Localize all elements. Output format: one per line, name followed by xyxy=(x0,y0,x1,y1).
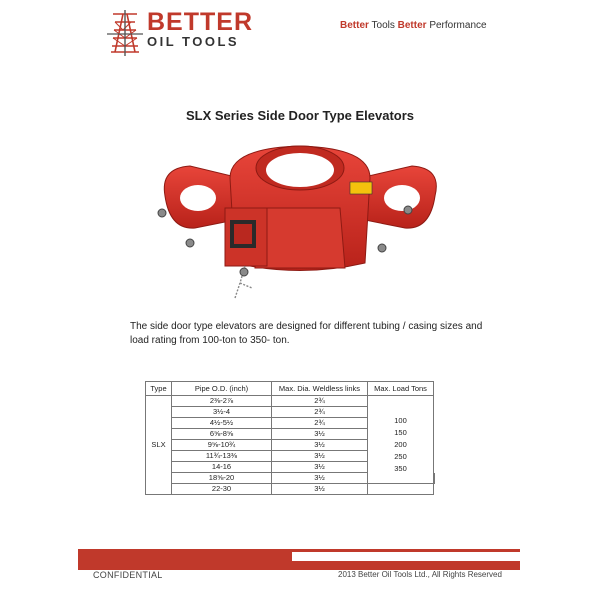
pipe-od-cell: 14-16 xyxy=(172,462,272,473)
load-value: 250 xyxy=(394,451,407,461)
link-cell: 3½ xyxy=(272,440,368,451)
tagline-word-1: Better xyxy=(340,20,369,31)
link-cell: 3½ xyxy=(272,484,368,495)
table-row xyxy=(146,396,435,407)
link-cell: 2¾ xyxy=(272,407,368,418)
load-cell-empty xyxy=(368,396,434,407)
brand-name: BETTER xyxy=(147,8,253,36)
link-cell: 3½ xyxy=(272,429,368,440)
pipe-od-cell: 6⅝-8⅝ xyxy=(172,429,272,440)
link-cell: 2¾ xyxy=(272,418,368,429)
pipe-od-cell: 11¾-13⅜ xyxy=(172,451,272,462)
table-row xyxy=(146,407,435,418)
tagline xyxy=(340,20,487,31)
load-cell-empty xyxy=(434,473,435,484)
derrick-icon xyxy=(107,10,143,56)
link-cell: 3½ xyxy=(272,462,368,473)
product-image-elevator xyxy=(150,138,450,308)
tagline-word-3: Better xyxy=(397,20,427,31)
footer-copyright: 2013 Better Oil Tools Ltd., All Rights Reserved xyxy=(338,570,502,579)
header-max-load: Max. Load Tons xyxy=(368,382,434,396)
tagline-word-2: Tools xyxy=(368,20,398,31)
header-max-dia-links: Max. Dia. Weldless links xyxy=(272,382,368,396)
pipe-od-cell: 3½-4 xyxy=(172,407,272,418)
link-cell: 3½ xyxy=(272,451,368,462)
description: The side door type elevators are designed for different tubing / casing sizes and load rating from 100-ton to 350- ton. xyxy=(130,321,483,346)
footer-bar-left xyxy=(78,552,292,570)
pipe-od-cell: 4½-5½ xyxy=(172,418,272,429)
pipe-od-cell: 18⅝-20 xyxy=(172,473,272,484)
load-cell xyxy=(368,407,434,484)
brand-subname: OIL TOOLS xyxy=(147,34,240,49)
type-cell: SLX xyxy=(146,396,172,495)
load-value: 150 xyxy=(394,427,407,437)
load-value: 200 xyxy=(394,439,407,449)
pipe-od-cell: 2⅜-2⅞ xyxy=(172,396,272,407)
footer-bar-right xyxy=(292,561,520,570)
specification-table xyxy=(145,381,435,495)
load-value: 350 xyxy=(394,463,407,473)
link-cell: 3½ xyxy=(272,473,368,484)
table-header-row xyxy=(146,382,435,396)
footer-confidential: CONFIDENTIAL xyxy=(93,570,163,580)
header-pipe-od: Pipe O.D. (inch) xyxy=(172,382,272,396)
header-type: Type xyxy=(146,382,172,396)
pipe-od-cell: 9⅝-10¾ xyxy=(172,440,272,451)
page-title: SLX Series Side Door Type Elevators xyxy=(185,108,415,123)
load-cell-empty xyxy=(368,484,434,495)
tagline-word-4: Performance xyxy=(426,20,487,31)
table-row xyxy=(146,484,435,495)
load-value: 100 xyxy=(394,415,407,425)
pipe-od-cell: 22-30 xyxy=(172,484,272,495)
link-cell: 2¾ xyxy=(272,396,368,407)
